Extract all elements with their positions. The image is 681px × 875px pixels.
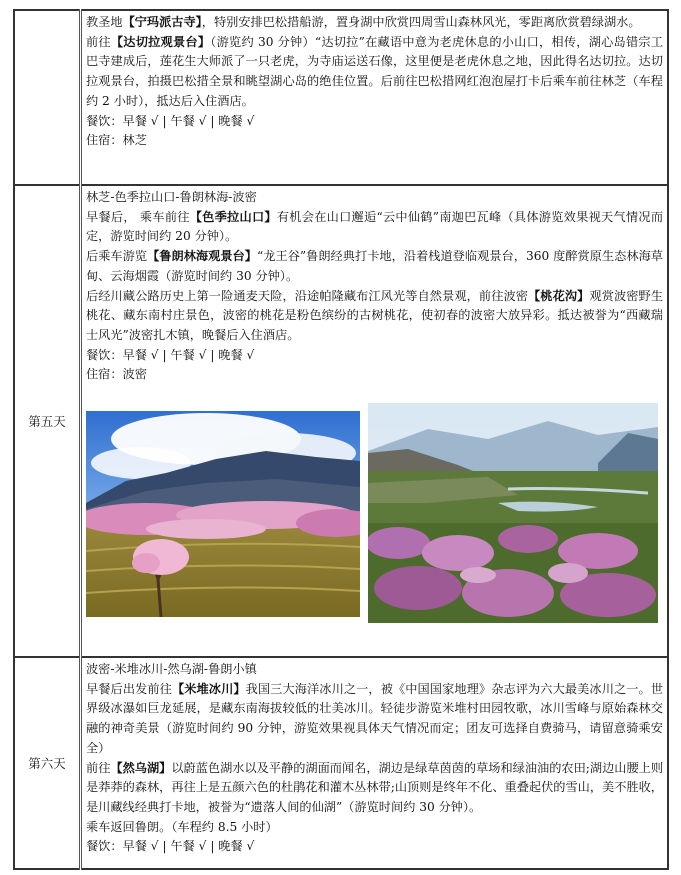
meals-line: 餐饮：早餐 √ | 午餐 √ | 晚餐 √ <box>86 113 255 128</box>
meals-line: 餐饮：早餐 √ | 午餐 √ | 晚餐 √ <box>86 347 255 362</box>
river-valley-blossom-photo <box>368 403 658 623</box>
paragraph: 前往【达切拉观景台】（游览约 30 分钟）“达切拉”在藏语中意为老虎休息的小山口，相传，湖心岛错宗工巴寺建成后，莲花生大师派了一只老虎，为寺庙运送石像，这里便是老虎休息之地，因此得名达切拉。达切拉观景台，拍摄巴松措全景和眺望湖心岛的绝佳位置。后前往巴松措网红泡泡屋打卡后乘车前往林芝（车程约 2 小时），抵达后入住酒店。 <box>86 34 664 108</box>
itinerary-row <box>14 185 668 657</box>
route-title: 林芝-色季拉山口-鲁朗林海-波密 <box>86 190 257 204</box>
paragraph: 早餐后出发前往【米堆冰川】我国三大海洋冰川之一，被《中国国家地理》杂志评为六大最美冰川之一。世界级冰瀑如巨龙延展，是藏东南海拔较低的壮美冰川。轻徒步游览米堆村田园牧歌，冰川雪峰与原始森林交融的神奇美景（游览时间约 90 分钟，游览效果视具体天气情况而定；团友可选择自费骑马，请留意骑乘安全） <box>86 681 664 755</box>
paragraph: 后乘车游览【鲁朗林海观景台】“龙王谷”鲁朗经典打卡地，沿着栈道登临观景台，360 度醉赏原生态林海草甸、云海烟霞（游览时间约 30 分钟）。 <box>86 249 663 283</box>
route-title: 波密-米堆冰川-然乌湖-鲁朗小镇 <box>86 662 257 676</box>
day-content-cell <box>81 657 669 869</box>
day-label: 第五天 <box>28 414 66 429</box>
paragraph: 早餐后， 乘车前往【色季拉山口】有机会在山口邂逅“云中仙鹤”南迦巴瓦峰（具体游览效果视天气情况而定，游览时间约 20 分钟）。 <box>86 209 664 244</box>
day-label: 第六天 <box>28 756 66 771</box>
itinerary-row <box>14 657 668 869</box>
lodging-line: 住宿：波密 <box>86 367 147 382</box>
paragraph: 前往【然乌湖】以蔚蓝色湖水以及平静的湖面而闻名，湖边是绿草茵茵的草场和绿油油的农田;湖边山腰上则是莽莽的森林，再往上是五颜六色的杜鹃花和灌木丛林带;山顶则是终年不化、重叠起伏的雪山，美不胜收，是川藏线经典打卡地，被誉为“遗落人间的仙湖”（游览时间约 30 分钟）。 <box>86 760 664 814</box>
paragraph: 乘车返回鲁朗。（车程约 8.5 小时） <box>86 819 278 834</box>
day-label-cell <box>14 185 81 657</box>
day-content-cell <box>81 185 669 657</box>
photo-strip <box>86 395 663 623</box>
paragraph: 后经川藏公路历史上第一险通麦天险，沿途帕隆藏布江风光等自然景观，前往波密【桃花沟】观赏波密野生桃花、藏东南村庄景色，波密的桃花是粉色缤纷的古树桃花，使初春的波密大放异彩。抵达被誉为“西藏瑞士风光”波密扎木镇，晚餐后入住酒店。 <box>86 288 664 342</box>
day-content-cell <box>81 10 669 185</box>
lodging-line: 住宿：林芝 <box>86 133 147 148</box>
paragraph: 教圣地【宁玛派古寺】，特别安排巴松措船游，置身湖中欣赏四周雪山森林风光，零距离欣赏碧绿湖水。 <box>86 15 641 29</box>
meals-line: 餐饮：早餐 √ | 午餐 √ | 晚餐 √ <box>86 839 255 854</box>
itinerary-row <box>14 10 668 185</box>
itinerary-table <box>13 9 669 870</box>
day-label-cell <box>14 657 81 869</box>
peach-blossom-valley-photo <box>86 411 360 617</box>
day-label-cell <box>14 10 81 185</box>
itinerary-page <box>13 9 669 872</box>
